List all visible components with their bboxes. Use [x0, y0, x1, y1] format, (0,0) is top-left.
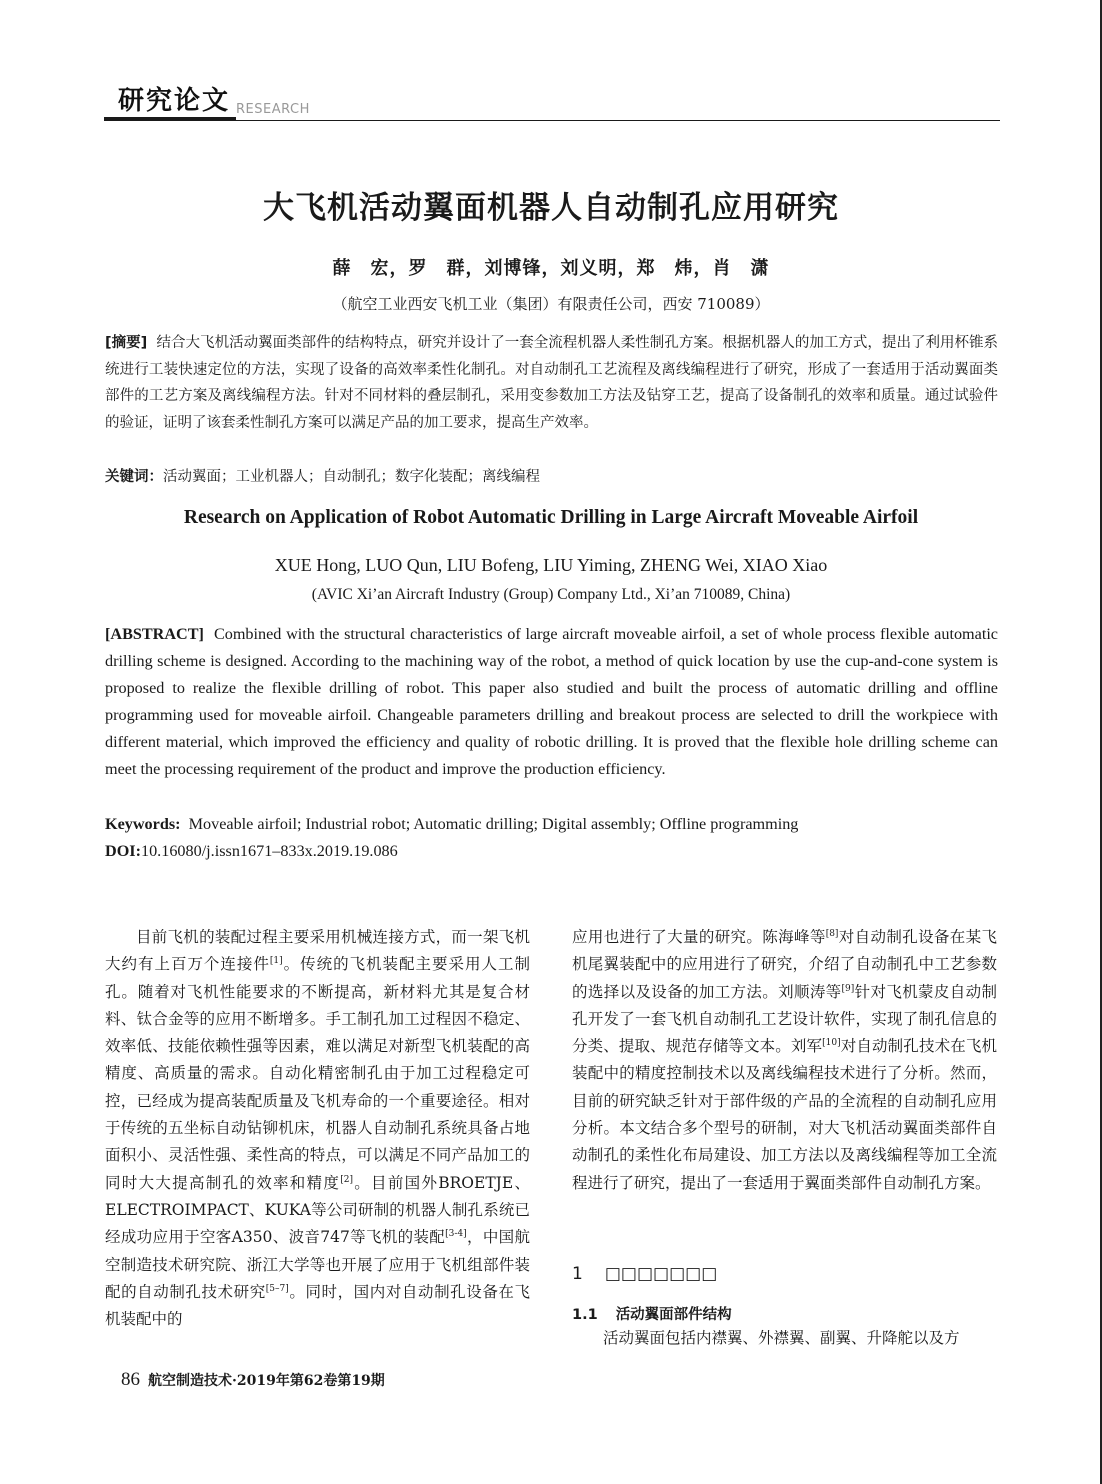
section-1-number: 1 — [572, 1264, 583, 1284]
body-text: 。同时，国内对自动制孔设备在飞机装配中的 — [105, 1282, 530, 1329]
doi — [105, 838, 998, 865]
keywords-cn-label: 关键词： — [105, 469, 163, 485]
section-header-cn: 研究论文 — [118, 86, 231, 116]
journal-name: 航空制造技术·2019年第62卷第19期 — [148, 1373, 385, 1389]
body-text: 目前飞机的装配过程主要采用机械连接方式，而一架飞机大约有上百万个连接件 — [105, 928, 530, 974]
keywords-en-label: Keywords: — [105, 815, 181, 833]
citation-ref: [5–7] — [265, 1283, 289, 1294]
citation-ref: [1] — [269, 956, 283, 967]
keywords-en — [105, 811, 998, 838]
section-1-title: □□□□□□□ — [604, 1264, 718, 1284]
section-header-en: RESEARCH — [236, 102, 310, 117]
body-text: 应用也进行了大量的研究。陈海峰等 — [572, 928, 826, 946]
body-column-right — [572, 924, 997, 1197]
section-header — [104, 80, 1000, 124]
abstract-en — [105, 621, 998, 783]
section-1-1-heading — [572, 1303, 997, 1324]
citation-ref: [9] — [841, 983, 855, 994]
body-text: 对自动制孔技术在飞机装配中的精度控制技术以及离线编程技术进行了分析。然而，目前的研究缺乏针对于部件级的产品的全流程的自动制孔应用分析。本文结合多个型号的研制，对大飞机活动翼面类部件自动制孔的柔性化布局建设、加工方法以及离线编程等加工全流程进行了研究，提出了一套适用于翼面类部件自动制孔方案。 — [572, 1037, 997, 1192]
affiliation-en: (AVIC Xi’an Aircraft Industry (Group) Company Ltd., Xi’an 710089, China) — [311, 586, 791, 603]
header-rule-thick — [104, 117, 236, 121]
body-text: 对自动制孔设备在某飞机尾翼装配中的应用进行了研究，介绍了自动制孔中工艺参数的选择以及设备的加工方法。刘顺涛等 — [572, 928, 997, 1001]
affiliation-cn: （航空工业西安飞机工业（集团）有限责任公司，西安 710089） — [332, 295, 770, 313]
section-1-heading — [572, 1264, 997, 1284]
doi-label: DOI: — [105, 842, 141, 860]
citation-ref: [3-4] — [445, 1229, 467, 1240]
body-text: 针对飞机蒙皮自动制孔开发了一套飞机自动制孔工艺设计软件，实现了制孔信息的分类、提取、规范存储等文本。刘军 — [572, 982, 997, 1056]
doi-text: 10.16080/j.issn1671–833x.2019.19.086 — [140, 842, 398, 860]
abstract-en-label: [ABSTRACT] — [105, 625, 204, 643]
paper-title-cn: 大飞机活动翼面机器人自动制孔应用研究 — [263, 190, 839, 226]
keywords-en-text: Moveable airfoil; Industrial robot; Automatic drilling; Digital assembly; Offline programming — [188, 815, 799, 833]
authors-en: XUE Hong, LUO Qun, LIU Bofeng, LIU Yiming, ZHENG Wei, XIAO Xiao — [274, 555, 828, 575]
abstract-cn-text: 结合大飞机活动翼面类部件的结构特点，研究并设计了一套全流程机器人柔性制孔方案。根据机器人的加工方式，提出了利用杯锥系统进行工装快速定位的方法，实现了设备的高效率柔性化制孔。对自动制孔工艺流程及离线编程进行了研究，形成了一套适用于活动翼面类部件的工艺方案及离线编程方法。针对不同材料的叠层制孔，采用变参数加工方法及钻穿工艺，提高了设备制孔的效率和质量。通过试验件的验证，证明了该套柔性制孔方案可以满足产品的加工要求，提高生产效率。 — [105, 335, 998, 432]
keywords-cn-text: 活动翼面；工业机器人；自动制孔；数字化装配；离线编程 — [163, 469, 540, 485]
body-column-left — [105, 924, 530, 1333]
header-rule-thin — [236, 120, 1000, 121]
section-1-1-title: 活动翼面部件结构 — [615, 1307, 732, 1323]
authors-cn: 薛 宏，罗 群，刘博锋，刘义明，郑 炜，肖 潇 — [332, 258, 770, 279]
citation-ref: [2] — [340, 1174, 353, 1185]
citation-ref: [10] — [822, 1038, 841, 1049]
abstract-cn-label: [摘要] — [105, 335, 148, 351]
page-footer — [121, 1369, 385, 1391]
keywords-cn — [105, 464, 998, 490]
page-number: 86 — [121, 1369, 140, 1390]
abstract-en-text: Combined with the structural characteristics of large aircraft moveable airfoil, a set of whole process flexible automatic drilling scheme is designed. According to the machining way of the robot, a method of quick location by use the cup-and-cone system is proposed to realize the flexible drilling of robot. This paper also studied and built the process of automatic drilling and offline programming used for moveable airfoil. Changeable parameters drilling and breakout process are selected to drill the workpiece with different material, which improved the efficiency and quality of robotic drilling. It is proved that the flexible hole drilling scheme can meet the processing requirement of the product and improve the production efficiency. — [105, 625, 998, 778]
body-paragraph-2 — [572, 924, 997, 1197]
citation-ref: [8] — [825, 929, 839, 939]
body-text: 。目前国外BROETJE、ELECTROIMPACT、KUKA等公司研制的机器人制孔系统已经成功应用于空客A350、波音747等飞机的装配 — [105, 1173, 530, 1247]
body-paragraph-1 — [105, 924, 530, 1333]
body-text: 。传统的飞机装配主要采用人工制孔。随着对飞机性能要求的不断提高，新材料尤其是复合材料、钛合金等的应用不断增多。手工制孔加工过程因不稳定、效率低、技能依赖性强等因素，难以满足对新型飞机装配的高精度、高质量的需求。自动化精密制孔由于加工过程稳定可控，已经成为提高装配质量及飞机寿命的一个重要途径。相对于传统的五坐标自动钻铆机床，机器人自动制孔系统具备占地面积小、灵活性强、柔性高的特点，可以满足不同产品加工的同时大大提高制孔的效率和精度 — [105, 955, 530, 1192]
body-text: ，中国航空制造技术研究院、浙江大学等也开展了应用于飞机组部件装配的自动制孔技术研究 — [105, 1228, 530, 1301]
section-1-1-number: 1.1 — [572, 1307, 598, 1323]
abstract-cn — [105, 330, 998, 437]
section-1-1-text: 活动翼面包括内襟翼、外襟翼、副翼、升降舵以及方 — [603, 1329, 960, 1347]
paper-title-en: Research on Application of Robot Automatic Drilling in Large Aircraft Moveable Airfoil — [183, 507, 919, 528]
